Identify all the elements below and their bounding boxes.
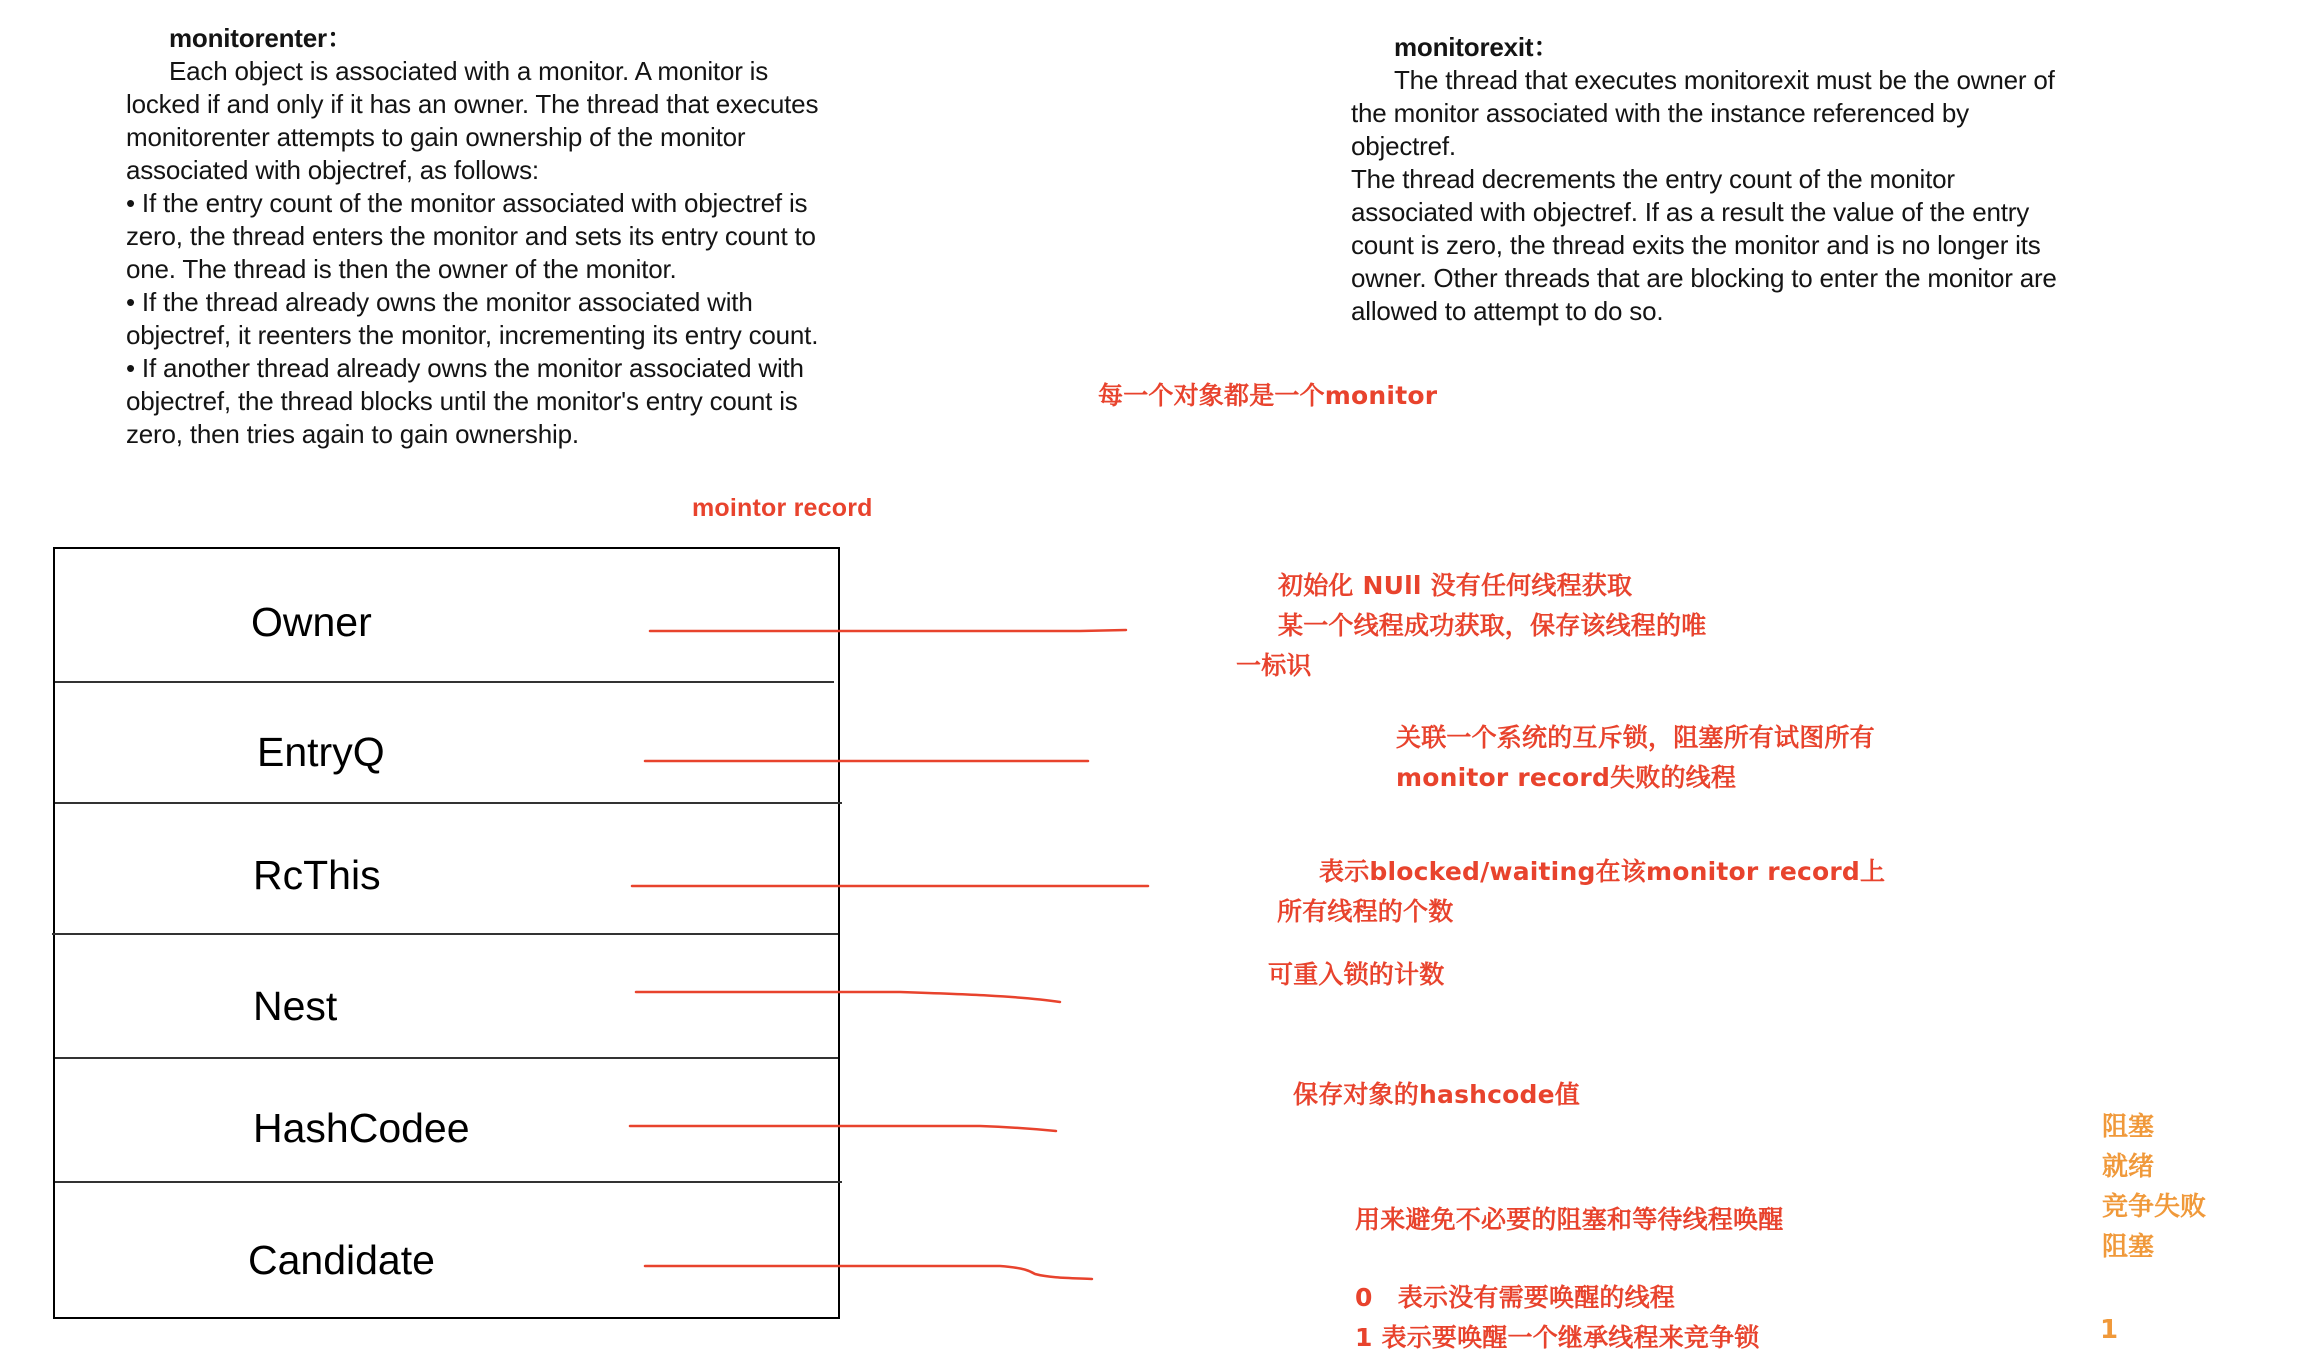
monitorenter-line: associated with objectref, as follows: bbox=[126, 155, 539, 185]
candidate-connector bbox=[645, 1266, 1092, 1279]
entryq-note-line: 关联一个系统的互斥锁，阻塞所有试图所有 bbox=[1396, 723, 1875, 752]
owner-note-line: 初始化 NUll 没有任何线程获取 bbox=[1278, 571, 1633, 600]
side-value: 1 bbox=[2100, 1315, 2119, 1345]
field-hashcode: HashCodee bbox=[253, 1105, 470, 1151]
state-item: 竞争失败 bbox=[2102, 1192, 2207, 1222]
monitorexit-line: objectref. bbox=[1351, 131, 1456, 161]
monitorexit-line: allowed to attempt to do so. bbox=[1351, 296, 1664, 326]
monitorenter-line: Each object is associated with a monitor. A monitor is bbox=[169, 56, 769, 86]
monitorexit-line: the monitor associated with the instance referenced by bbox=[1351, 98, 1969, 128]
nest-connector bbox=[636, 992, 1060, 1002]
monitorenter-line: one. The thread is then the owner of the monitor. bbox=[126, 254, 677, 284]
state-item: 就绪 bbox=[2102, 1152, 2155, 1182]
monitorenter-bullet: • If another thread already owns the monitor associated with bbox=[126, 353, 804, 383]
hashcode-note: 保存对象的hashcode值 bbox=[1293, 1080, 1580, 1109]
record-label: mointor record bbox=[692, 494, 873, 522]
candidate-note-line: 0 表示没有需要唤醒的线程 bbox=[1355, 1283, 1675, 1312]
state-item: 阻塞 bbox=[2102, 1112, 2155, 1142]
monitorexit-title: monitorexit： bbox=[1394, 32, 1560, 62]
field-owner: Owner bbox=[251, 599, 372, 645]
field-nest: Nest bbox=[253, 983, 338, 1029]
field-candidate: Candidate bbox=[248, 1237, 435, 1283]
monitorenter-line: locked if and only if it has an owner. The thread that executes bbox=[126, 89, 819, 119]
owner-connector bbox=[650, 630, 1126, 631]
monitorexit-line: The thread decrements the entry count of the monitor bbox=[1351, 164, 1955, 194]
hashcode-connector bbox=[630, 1126, 1056, 1131]
owner-note-line: 某一个线程成功获取，保存该线程的唯 bbox=[1278, 611, 1707, 640]
rcthis-note-line: 所有线程的个数 bbox=[1277, 897, 1454, 926]
monitorexit-line: owner. Other threads that are blocking to enter the monitor are bbox=[1351, 263, 2057, 293]
nest-note: 可重入锁的计数 bbox=[1268, 960, 1445, 989]
rcthis-note-line: 表示blocked/waiting在该monitor record上 bbox=[1319, 857, 1886, 886]
entryq-note-line: monitor record失败的线程 bbox=[1396, 763, 1737, 792]
monitorenter-line: monitorenter attempts to gain ownership of the monitor bbox=[126, 122, 746, 152]
candidate-note-line: 1 表示要唤醒一个继承线程来竞争锁 bbox=[1355, 1323, 1760, 1352]
monitorenter-title: monitorenter： bbox=[169, 23, 353, 53]
field-rcthis: RcThis bbox=[253, 852, 381, 898]
field-entryq: EntryQ bbox=[257, 729, 385, 775]
monitorenter-line: objectref, it reenters the monitor, incrementing its entry count. bbox=[126, 320, 819, 350]
monitorenter-line: zero, then tries again to gain ownership. bbox=[126, 419, 579, 449]
owner-note-line: 一标识 bbox=[1236, 651, 1312, 680]
monitorexit-line: associated with objectref. If as a result the value of the entry bbox=[1351, 197, 2030, 227]
state-item: 阻塞 bbox=[2102, 1232, 2155, 1262]
candidate-note-line: 用来避免不必要的阻塞和等待线程唤醒 bbox=[1355, 1205, 1784, 1234]
monitorenter-bullet: • If the thread already owns the monitor associated with bbox=[126, 287, 753, 317]
monitorexit-line: The thread that executes monitorexit must be the owner of bbox=[1394, 65, 2055, 95]
monitorenter-bullet: • If the entry count of the monitor associated with objectref is bbox=[126, 188, 808, 218]
monitorenter-line: objectref, the thread blocks until the monitor's entry count is bbox=[126, 386, 798, 416]
every-object-note: 每一个对象都是一个monitor bbox=[1098, 381, 1438, 410]
monitorenter-line: zero, the thread enters the monitor and sets its entry count to bbox=[126, 221, 816, 251]
monitorexit-line: count is zero, the thread exits the monitor and is no longer its bbox=[1351, 230, 2041, 260]
